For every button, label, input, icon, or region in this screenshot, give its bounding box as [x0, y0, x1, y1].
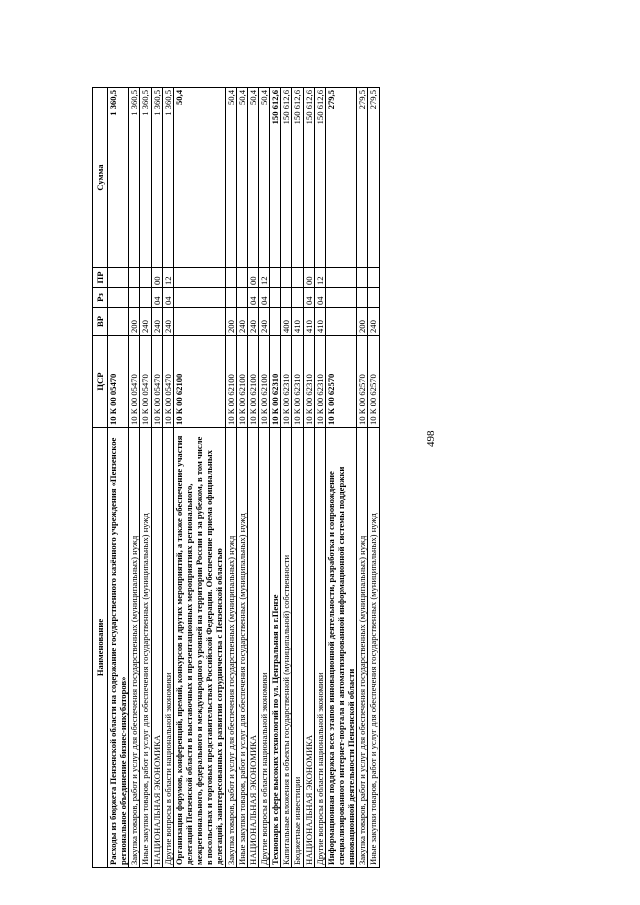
cell-sum: 279,5	[325, 88, 356, 268]
cell-pr	[292, 268, 303, 288]
cell-pr	[173, 268, 225, 288]
cell-csr: 10 К 00 62310	[270, 336, 281, 428]
cell-name: Другие вопросы в области национальной экономики	[314, 428, 325, 868]
column-header-csr: ЦСР	[93, 336, 108, 428]
cell-pr	[281, 268, 292, 288]
cell-csr: 10 К 00 62310	[281, 336, 292, 428]
cell-sum: 150 612,6	[292, 88, 303, 268]
table-row	[236, 88, 247, 868]
cell-rz	[368, 288, 379, 308]
cell-rz	[236, 288, 247, 308]
cell-sum: 150 612,6	[281, 88, 292, 268]
cell-sum: 1 360,5	[162, 88, 173, 268]
cell-name: Другие вопросы в области национальной экономики	[258, 428, 269, 868]
cell-vr: 410	[292, 308, 303, 336]
table-row	[225, 88, 236, 868]
table-header-row	[93, 88, 108, 868]
cell-rz	[129, 288, 140, 308]
table-row	[162, 88, 173, 868]
rotated-page-content	[76, 0, 640, 868]
cell-pr: 12	[314, 268, 325, 288]
cell-csr: 10 К 00 62100	[258, 336, 269, 428]
cell-pr: 00	[151, 268, 162, 288]
cell-vr: 410	[303, 308, 314, 336]
cell-vr: 240	[236, 308, 247, 336]
cell-name: Закупка товаров, работ и услуг для обеспечения государственных (муниципальных) нужд	[357, 428, 368, 868]
column-header-name: Наименование	[93, 428, 108, 868]
cell-vr	[173, 308, 225, 336]
cell-csr: 10 К 00 62100	[173, 336, 225, 428]
cell-name: НАЦИОНАЛЬНАЯ ЭКОНОМИКА	[247, 428, 258, 868]
cell-rz	[281, 288, 292, 308]
cell-name: Закупка товаров, работ и услуг для обеспечения государственных (муниципальных) нужд	[225, 428, 236, 868]
table-row	[368, 88, 379, 868]
cell-vr: 410	[314, 308, 325, 336]
cell-vr: 240	[140, 308, 151, 336]
cell-name: Закупка товаров, работ и услуг для обеспечения государственных (муниципальных) нужд	[129, 428, 140, 868]
cell-name: НАЦИОНАЛЬНАЯ ЭКОНОМИКА	[151, 428, 162, 868]
cell-rz	[325, 288, 356, 308]
cell-name: Технопарк в сфере высоких технологий по ул. Центральная в г.Пензе	[270, 428, 281, 868]
cell-sum: 50,4	[236, 88, 247, 268]
cell-sum: 50,4	[258, 88, 269, 268]
cell-name: Бюджетные инвестиции	[292, 428, 303, 868]
table-row	[292, 88, 303, 868]
cell-rz	[357, 288, 368, 308]
cell-name: НАЦИОНАЛЬНАЯ ЭКОНОМИКА	[303, 428, 314, 868]
table-row	[303, 88, 314, 868]
cell-name: Организация форумов, конференций, премий, конкурсов и других мероприятий, а также обеспечение участия делегаций Пензенской области в выставочных и презентационных мероприятиях регионального, межрегионального, федерального и международного уровней на территории России и за рубежом, в том числе в посольствах и торговых представительствах Российской Федерации. Обеспечение приема официальных делегаций, заинтересованных в развитии сотрудничества с Пензенской областью	[173, 428, 225, 868]
table-row	[173, 88, 225, 868]
table-row	[140, 88, 151, 868]
cell-pr	[236, 268, 247, 288]
cell-name: Расходы из бюджета Пензенской области на содержание государственного казённого учреждения «Пензенское региональное объединение бизнес-инкубаторов»	[108, 428, 129, 868]
table-row	[357, 88, 368, 868]
cell-name: Иные закупки товаров, работ и услуг для обеспечения государственных (муниципальных) нужд	[236, 428, 247, 868]
cell-name: Другие вопросы в области национальной экономики	[162, 428, 173, 868]
cell-pr: 12	[162, 268, 173, 288]
cell-csr: 10 К 00 62310	[303, 336, 314, 428]
cell-vr	[108, 308, 129, 336]
cell-pr: 00	[303, 268, 314, 288]
cell-pr: 00	[247, 268, 258, 288]
cell-vr: 240	[151, 308, 162, 336]
column-header-rz: Рз	[93, 288, 108, 308]
cell-name: Капитальные вложения в объекты государственной (муниципальной) собственности	[281, 428, 292, 868]
cell-vr: 240	[258, 308, 269, 336]
cell-rz: 04	[162, 288, 173, 308]
table-row	[108, 88, 129, 868]
cell-rz: 04	[247, 288, 258, 308]
cell-sum: 1 360,5	[108, 88, 129, 268]
cell-sum: 1 360,5	[129, 88, 140, 268]
cell-csr: 10 К 00 62310	[292, 336, 303, 428]
cell-name: Информационная поддержка всех этапов инновационной деятельности, разработка и сопровождение специализированного интернет-портала и автоматизированной информационной системы поддержки инновационной деятельности Пензенской области	[325, 428, 356, 868]
cell-vr: 200	[129, 308, 140, 336]
cell-vr	[325, 308, 356, 336]
cell-sum: 50,4	[173, 88, 225, 268]
cell-pr	[140, 268, 151, 288]
cell-name: Иные закупки товаров, работ и услуг для обеспечения государственных (муниципальных) нужд	[368, 428, 379, 868]
cell-sum: 1 360,5	[140, 88, 151, 268]
cell-csr: 10 К 00 05470	[151, 336, 162, 428]
cell-csr: 10 К 00 62100	[225, 336, 236, 428]
table-row	[151, 88, 162, 868]
cell-pr	[357, 268, 368, 288]
cell-vr: 240	[368, 308, 379, 336]
cell-csr: 10 К 00 05470	[140, 336, 151, 428]
cell-rz	[140, 288, 151, 308]
table-row	[281, 88, 292, 868]
cell-pr	[129, 268, 140, 288]
cell-sum: 279,5	[368, 88, 379, 268]
cell-sum: 150 612,6	[270, 88, 281, 268]
cell-sum: 150 612,6	[303, 88, 314, 268]
table-body	[108, 88, 380, 868]
table-row	[258, 88, 269, 868]
cell-vr	[270, 308, 281, 336]
column-header-pr: ПР	[93, 268, 108, 288]
column-header-vr: ВР	[93, 308, 108, 336]
cell-vr: 240	[247, 308, 258, 336]
cell-csr: 10 К 00 62570	[357, 336, 368, 428]
cell-vr: 240	[162, 308, 173, 336]
cell-pr	[325, 268, 356, 288]
table-row	[129, 88, 140, 868]
cell-csr: 10 К 00 05470	[129, 336, 140, 428]
cell-csr: 10 К 00 62570	[325, 336, 356, 428]
cell-vr: 200	[225, 308, 236, 336]
cell-rz	[173, 288, 225, 308]
table-row	[314, 88, 325, 868]
cell-vr: 400	[281, 308, 292, 336]
cell-csr: 10 К 00 62100	[236, 336, 247, 428]
cell-sum: 50,4	[247, 88, 258, 268]
cell-sum: 279,5	[357, 88, 368, 268]
cell-rz: 04	[258, 288, 269, 308]
cell-rz	[270, 288, 281, 308]
cell-rz: 04	[303, 288, 314, 308]
cell-csr: 10 К 00 62310	[314, 336, 325, 428]
cell-name: Иные закупки товаров, работ и услуг для обеспечения государственных (муниципальных) нужд	[140, 428, 151, 868]
cell-rz: 04	[151, 288, 162, 308]
cell-vr: 200	[357, 308, 368, 336]
cell-pr	[108, 268, 129, 288]
cell-rz: 04	[314, 288, 325, 308]
cell-csr: 10 К 00 05470	[108, 336, 129, 428]
cell-sum: 150 612,6	[314, 88, 325, 268]
column-header-sum: Сумма	[93, 88, 108, 268]
table-row	[325, 88, 356, 868]
table-row	[247, 88, 258, 868]
cell-csr: 10 К 00 05470	[162, 336, 173, 428]
budget-table	[92, 87, 380, 868]
cell-rz	[108, 288, 129, 308]
cell-sum: 1 360,5	[151, 88, 162, 268]
cell-rz	[225, 288, 236, 308]
cell-rz	[292, 288, 303, 308]
cell-pr	[368, 268, 379, 288]
cell-sum: 50,4	[225, 88, 236, 268]
cell-pr: 12	[258, 268, 269, 288]
page-number: 498	[425, 430, 437, 447]
table-row	[270, 88, 281, 868]
cell-csr: 10 К 00 62570	[368, 336, 379, 428]
cell-pr	[225, 268, 236, 288]
cell-csr: 10 К 00 62100	[247, 336, 258, 428]
cell-pr	[270, 268, 281, 288]
